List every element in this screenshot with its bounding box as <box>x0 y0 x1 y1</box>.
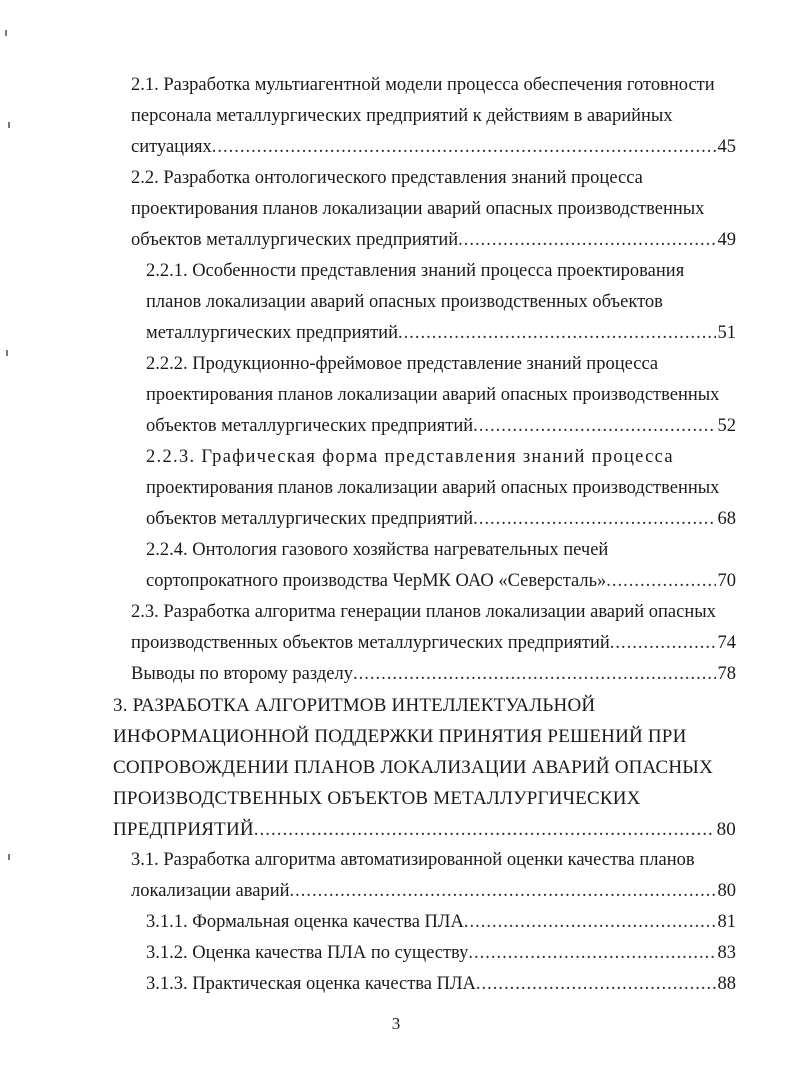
toc-entry-2-2-line-2: проектирования планов локализации аварий опасных производственных <box>131 199 705 219</box>
toc-entry-2-2-4-line-2[interactable]: сортопрокатного производства ЧерМК ОАО «Северсталь» ..... 70 <box>146 566 736 597</box>
toc-entry-3-1-1[interactable]: 3.1.1. Формальная оценка качества ПЛА ..... 81 <box>146 907 736 938</box>
toc-chapter-3-line-4: ПРОИЗВОДСТВЕННЫХ ОБЪЕКТОВ МЕТАЛЛУРГИЧЕСКИХ <box>113 788 641 809</box>
page-ref: 68 <box>717 509 736 529</box>
toc-entry-2-2-1-line-2: планов локализации аварий опасных производственных объектов <box>146 292 663 312</box>
toc-entry-2-2-2-line-1: 2.2.2. Продукционно-фреймовое представление знаний процесса <box>146 354 659 374</box>
toc-entry-2-2-line-3[interactable]: объектов металлургических предприятий ..... 49 <box>131 225 736 256</box>
toc-entry-2-1-line-2: персонала металлургических предприятий к действиям в аварийных <box>131 106 673 126</box>
toc-entry-2-2-line-1: 2.2. Разработка онтологического представления знаний процесса <box>131 168 643 188</box>
scan-speck <box>6 350 8 356</box>
page-ref: 88 <box>717 974 736 994</box>
leader-dots <box>212 132 716 163</box>
toc-chapter-3-line-5[interactable]: ПРЕДПРИЯТИЙ ..... 80 <box>113 814 736 845</box>
scan-speck <box>8 854 10 860</box>
page-ref: 80 <box>716 819 736 840</box>
page-ref: 80 <box>717 881 736 901</box>
toc-entry-3-1-3[interactable]: 3.1.3. Практическая оценка качества ПЛА ..... 88 <box>146 969 736 1000</box>
page-ref: 52 <box>717 416 736 436</box>
toc-entry-3-1-line-1: 3.1. Разработка алгоритма автоматизированной оценки качества планов <box>131 850 695 870</box>
leader-dots <box>458 225 715 256</box>
toc-entry-2-2-3-line-2: проектирования планов локализации аварий опасных производственных <box>146 478 720 498</box>
toc-chapter-3-line-3: СОПРОВОЖДЕНИИ ПЛАНОВ ЛОКАЛИЗАЦИИ АВАРИЙ ОПАСНЫХ <box>113 757 713 778</box>
toc-entry-2-2-4-line-1: 2.2.4. Онтология газового хозяйства нагревательных печей <box>146 540 609 560</box>
toc-entry-2-2-2-line-3[interactable]: объектов металлургических предприятий ..... 52 <box>146 411 736 442</box>
leader-dots <box>610 628 716 659</box>
leader-dots <box>476 969 716 1000</box>
page-ref: 51 <box>717 323 736 343</box>
leader-dots <box>254 814 715 845</box>
leader-dots <box>473 411 715 442</box>
page-ref: 81 <box>717 912 736 932</box>
page-ref: 83 <box>717 943 736 963</box>
page-ref: 45 <box>717 137 736 157</box>
leader-dots <box>290 876 716 907</box>
page-ref: 78 <box>717 664 736 684</box>
leader-dots <box>606 566 715 597</box>
toc-entry-2-2-2-line-2: проектирования планов локализации аварий опасных производственных <box>146 385 720 405</box>
scan-speck <box>5 30 7 36</box>
scan-speck <box>8 122 10 128</box>
leader-dots <box>468 938 715 969</box>
page-ref: 70 <box>717 571 736 591</box>
leader-dots <box>464 907 716 938</box>
toc-entry-3-1-2[interactable]: 3.1.2. Оценка качества ПЛА по существу ..... 83 <box>146 938 736 969</box>
toc-entry-2-2-3-line-1: 2.2.3. Графическая форма представления знаний процесса <box>146 447 674 467</box>
toc-entry-2-3-line-1: 2.3. Разработка алгоритма генерации планов локализации аварий опасных <box>131 602 716 622</box>
toc-entry-2-2-3-line-3[interactable]: объектов металлургических предприятий ..... 68 <box>146 504 736 535</box>
page-ref: 49 <box>717 230 736 250</box>
toc-entry-2-1-line-1: 2.1. Разработка мультиагентной модели процесса обеспечения готовности <box>131 75 715 95</box>
toc-entry-2-2-1-line-1: 2.2.1. Особенности представления знаний процесса проектирования <box>146 261 685 281</box>
leader-dots <box>353 659 716 690</box>
page-number: 3 <box>391 1014 401 1033</box>
toc-entry-2-2-1-line-3[interactable]: металлургических предприятий ..... 51 <box>146 318 736 349</box>
toc-chapter-3-line-1: 3. РАЗРАБОТКА АЛГОРИТМОВ ИНТЕЛЛЕКТУАЛЬНОЙ <box>113 695 596 716</box>
toc-entry-2-3-line-2[interactable]: производственных объектов металлургических предприятий ..... 74 <box>131 628 736 659</box>
toc-entry-3-1-line-2[interactable]: локализации аварий ..... 80 <box>131 876 736 907</box>
leader-dots <box>398 318 716 349</box>
page-ref: 74 <box>717 633 736 653</box>
toc-entry-conclusions-2[interactable]: Выводы по второму разделу ..... 78 <box>131 659 736 690</box>
toc-entry-2-1-line-3[interactable]: ситуациях ..... 45 <box>131 132 736 163</box>
toc-chapter-3-line-2: ИНФОРМАЦИОННОЙ ПОДДЕРЖКИ ПРИНЯТИЯ РЕШЕНИЙ ПРИ <box>113 726 687 747</box>
leader-dots <box>473 504 715 535</box>
